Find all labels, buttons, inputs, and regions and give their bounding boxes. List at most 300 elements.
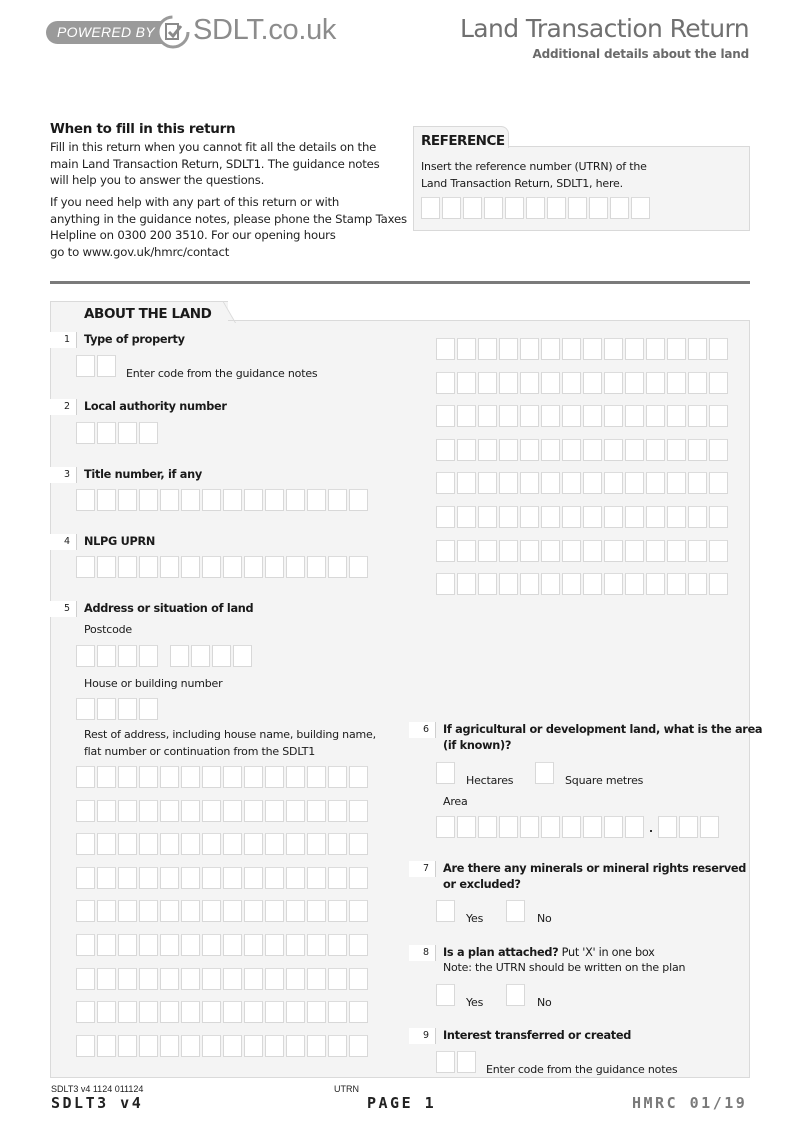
character-box[interactable]: [244, 489, 263, 511]
character-box[interactable]: [583, 540, 602, 562]
character-box[interactable]: [625, 439, 644, 461]
address-line-input[interactable]: [76, 833, 368, 855]
character-box[interactable]: [223, 800, 242, 822]
character-box[interactable]: [286, 556, 305, 578]
character-box[interactable]: [76, 1001, 95, 1023]
character-box[interactable]: [139, 422, 158, 444]
address-line-input[interactable]: [436, 540, 728, 562]
character-box[interactable]: [688, 573, 707, 595]
character-box[interactable]: [139, 698, 158, 720]
character-box[interactable]: [541, 816, 560, 838]
character-box[interactable]: [457, 540, 476, 562]
character-box[interactable]: [646, 405, 665, 427]
character-box[interactable]: [139, 1035, 158, 1057]
character-box[interactable]: [265, 833, 284, 855]
character-box[interactable]: [328, 934, 347, 956]
character-box[interactable]: [286, 867, 305, 889]
character-box[interactable]: [160, 867, 179, 889]
character-box[interactable]: [646, 338, 665, 360]
character-box[interactable]: [457, 338, 476, 360]
character-box[interactable]: [457, 1051, 476, 1073]
character-box[interactable]: [233, 645, 252, 667]
character-box[interactable]: [139, 1001, 158, 1023]
character-box[interactable]: [604, 506, 623, 528]
character-box[interactable]: [478, 338, 497, 360]
character-box[interactable]: [499, 506, 518, 528]
character-box[interactable]: [646, 472, 665, 494]
character-box[interactable]: [160, 934, 179, 956]
character-box[interactable]: [97, 1001, 116, 1023]
character-box[interactable]: [307, 766, 326, 788]
character-box[interactable]: [160, 556, 179, 578]
character-box[interactable]: [520, 338, 539, 360]
character-box[interactable]: [160, 900, 179, 922]
character-box[interactable]: [118, 556, 137, 578]
character-box[interactable]: [212, 645, 231, 667]
character-box[interactable]: [583, 506, 602, 528]
nlpg-uprn-input[interactable]: [76, 556, 368, 578]
character-box[interactable]: [436, 372, 455, 394]
character-box[interactable]: [139, 645, 158, 667]
character-box[interactable]: [625, 472, 644, 494]
character-box[interactable]: [562, 816, 581, 838]
character-box[interactable]: [625, 816, 644, 838]
character-box[interactable]: [328, 1035, 347, 1057]
character-box[interactable]: [181, 1001, 200, 1023]
character-box[interactable]: [286, 900, 305, 922]
character-box[interactable]: [520, 405, 539, 427]
character-box[interactable]: [349, 556, 368, 578]
character-box[interactable]: [625, 372, 644, 394]
address-line-input[interactable]: [76, 867, 368, 889]
character-box[interactable]: [160, 968, 179, 990]
character-box[interactable]: [709, 472, 728, 494]
character-box[interactable]: [118, 1035, 137, 1057]
character-box[interactable]: [520, 540, 539, 562]
character-box[interactable]: [265, 900, 284, 922]
character-box[interactable]: [646, 439, 665, 461]
character-box[interactable]: [709, 439, 728, 461]
character-box[interactable]: [76, 698, 95, 720]
character-box[interactable]: [499, 405, 518, 427]
character-box[interactable]: [499, 338, 518, 360]
character-box[interactable]: [118, 833, 137, 855]
title-number-input[interactable]: [76, 489, 368, 511]
character-box[interactable]: [478, 372, 497, 394]
character-box[interactable]: [688, 338, 707, 360]
character-box[interactable]: [307, 833, 326, 855]
address-line-input[interactable]: [436, 472, 728, 494]
character-box[interactable]: [604, 439, 623, 461]
character-box[interactable]: [286, 833, 305, 855]
character-box[interactable]: [568, 197, 587, 219]
character-box[interactable]: [202, 968, 221, 990]
character-box[interactable]: [709, 540, 728, 562]
address-line-input[interactable]: [76, 968, 368, 990]
character-box[interactable]: [658, 816, 677, 838]
character-box[interactable]: [76, 355, 95, 377]
local-authority-input[interactable]: [76, 422, 158, 444]
character-box[interactable]: [499, 439, 518, 461]
character-box[interactable]: [604, 573, 623, 595]
character-box[interactable]: [604, 405, 623, 427]
character-box[interactable]: [646, 506, 665, 528]
square-metres-checkbox[interactable]: [535, 762, 554, 784]
character-box[interactable]: [244, 833, 263, 855]
character-box[interactable]: [97, 900, 116, 922]
character-box[interactable]: [667, 472, 686, 494]
utrn-input[interactable]: [421, 197, 650, 219]
character-box[interactable]: [244, 867, 263, 889]
character-box[interactable]: [244, 934, 263, 956]
character-box[interactable]: [76, 833, 95, 855]
character-box[interactable]: [349, 934, 368, 956]
character-box[interactable]: [244, 1035, 263, 1057]
character-box[interactable]: [700, 816, 719, 838]
character-box[interactable]: [499, 540, 518, 562]
character-box[interactable]: [541, 372, 560, 394]
character-box[interactable]: [97, 355, 116, 377]
character-box[interactable]: [76, 867, 95, 889]
character-box[interactable]: [286, 968, 305, 990]
character-box[interactable]: [202, 556, 221, 578]
character-box[interactable]: [139, 766, 158, 788]
address-line-input[interactable]: [76, 900, 368, 922]
address-line-input[interactable]: [436, 372, 728, 394]
character-box[interactable]: [583, 573, 602, 595]
address-line-input[interactable]: [76, 766, 368, 788]
character-box[interactable]: [223, 1001, 242, 1023]
character-box[interactable]: [97, 833, 116, 855]
character-box[interactable]: [667, 540, 686, 562]
character-box[interactable]: [583, 472, 602, 494]
character-box[interactable]: [97, 766, 116, 788]
address-line-input[interactable]: [76, 1001, 368, 1023]
character-box[interactable]: [223, 766, 242, 788]
character-box[interactable]: [604, 372, 623, 394]
character-box[interactable]: [679, 816, 698, 838]
character-box[interactable]: [526, 197, 545, 219]
character-box[interactable]: [307, 556, 326, 578]
character-box[interactable]: [181, 867, 200, 889]
character-box[interactable]: [349, 800, 368, 822]
character-box[interactable]: [457, 472, 476, 494]
character-box[interactable]: [139, 800, 158, 822]
character-box[interactable]: [520, 506, 539, 528]
area-whole-part[interactable]: [436, 816, 644, 838]
character-box[interactable]: [457, 573, 476, 595]
character-box[interactable]: [589, 197, 608, 219]
character-box[interactable]: [118, 645, 137, 667]
character-box[interactable]: [463, 197, 482, 219]
character-box[interactable]: [160, 1001, 179, 1023]
character-box[interactable]: [688, 405, 707, 427]
plan-no-checkbox[interactable]: [506, 984, 525, 1006]
character-box[interactable]: [442, 197, 461, 219]
character-box[interactable]: [667, 372, 686, 394]
character-box[interactable]: [181, 766, 200, 788]
character-box[interactable]: [667, 338, 686, 360]
character-box[interactable]: [604, 540, 623, 562]
character-box[interactable]: [625, 506, 644, 528]
character-box[interactable]: [181, 489, 200, 511]
address-line-input[interactable]: [436, 405, 728, 427]
character-box[interactable]: [76, 968, 95, 990]
character-box[interactable]: [457, 405, 476, 427]
character-box[interactable]: [181, 800, 200, 822]
character-box[interactable]: [118, 800, 137, 822]
character-box[interactable]: [139, 867, 158, 889]
character-box[interactable]: [223, 833, 242, 855]
character-box[interactable]: [478, 506, 497, 528]
character-box[interactable]: [223, 900, 242, 922]
character-box[interactable]: [265, 1001, 284, 1023]
character-box[interactable]: [478, 439, 497, 461]
character-box[interactable]: [202, 489, 221, 511]
character-box[interactable]: [265, 934, 284, 956]
character-box[interactable]: [625, 573, 644, 595]
character-box[interactable]: [191, 645, 210, 667]
character-box[interactable]: [97, 422, 116, 444]
character-box[interactable]: [547, 197, 566, 219]
character-box[interactable]: [97, 1035, 116, 1057]
character-box[interactable]: [328, 766, 347, 788]
address-line-input[interactable]: [436, 338, 728, 360]
character-box[interactable]: [709, 405, 728, 427]
character-box[interactable]: [328, 968, 347, 990]
character-box[interactable]: [244, 900, 263, 922]
character-box[interactable]: [118, 968, 137, 990]
character-box[interactable]: [436, 1051, 455, 1073]
character-box[interactable]: [478, 573, 497, 595]
character-box[interactable]: [520, 573, 539, 595]
character-box[interactable]: [76, 422, 95, 444]
character-box[interactable]: [667, 573, 686, 595]
character-box[interactable]: [202, 867, 221, 889]
character-box[interactable]: [610, 197, 629, 219]
character-box[interactable]: [562, 372, 581, 394]
area-input[interactable]: [436, 816, 719, 838]
character-box[interactable]: [520, 439, 539, 461]
character-box[interactable]: [583, 405, 602, 427]
character-box[interactable]: [709, 573, 728, 595]
character-box[interactable]: [328, 800, 347, 822]
character-box[interactable]: [499, 573, 518, 595]
character-box[interactable]: [118, 867, 137, 889]
character-box[interactable]: [139, 900, 158, 922]
character-box[interactable]: [709, 372, 728, 394]
character-box[interactable]: [349, 968, 368, 990]
character-box[interactable]: [76, 556, 95, 578]
character-box[interactable]: [118, 489, 137, 511]
character-box[interactable]: [520, 816, 539, 838]
character-box[interactable]: [562, 540, 581, 562]
character-box[interactable]: [436, 816, 455, 838]
character-box[interactable]: [328, 900, 347, 922]
character-box[interactable]: [457, 816, 476, 838]
character-box[interactable]: [170, 645, 189, 667]
address-line-input[interactable]: [76, 934, 368, 956]
character-box[interactable]: [499, 816, 518, 838]
character-box[interactable]: [76, 934, 95, 956]
character-box[interactable]: [265, 489, 284, 511]
character-box[interactable]: [583, 816, 602, 838]
character-box[interactable]: [307, 968, 326, 990]
character-box[interactable]: [76, 766, 95, 788]
character-box[interactable]: [625, 405, 644, 427]
character-box[interactable]: [541, 338, 560, 360]
postcode-inward-input[interactable]: [170, 645, 252, 667]
character-box[interactable]: [541, 405, 560, 427]
address-line-input[interactable]: [76, 1035, 368, 1057]
character-box[interactable]: [478, 405, 497, 427]
character-box[interactable]: [97, 867, 116, 889]
character-box[interactable]: [118, 698, 137, 720]
character-box[interactable]: [328, 833, 347, 855]
character-box[interactable]: [181, 1035, 200, 1057]
character-box[interactable]: [541, 540, 560, 562]
character-box[interactable]: [478, 816, 497, 838]
character-box[interactable]: [307, 934, 326, 956]
character-box[interactable]: [349, 1001, 368, 1023]
character-box[interactable]: [202, 900, 221, 922]
character-box[interactable]: [202, 800, 221, 822]
character-box[interactable]: [139, 934, 158, 956]
character-box[interactable]: [139, 489, 158, 511]
character-box[interactable]: [688, 506, 707, 528]
character-box[interactable]: [181, 900, 200, 922]
character-box[interactable]: [223, 934, 242, 956]
character-box[interactable]: [76, 645, 95, 667]
character-box[interactable]: [286, 1001, 305, 1023]
character-box[interactable]: [307, 1001, 326, 1023]
character-box[interactable]: [223, 1035, 242, 1057]
character-box[interactable]: [349, 766, 368, 788]
character-box[interactable]: [709, 506, 728, 528]
character-box[interactable]: [265, 1035, 284, 1057]
character-box[interactable]: [520, 472, 539, 494]
character-box[interactable]: [307, 1035, 326, 1057]
character-box[interactable]: [97, 556, 116, 578]
character-box[interactable]: [286, 800, 305, 822]
character-box[interactable]: [457, 506, 476, 528]
character-box[interactable]: [349, 900, 368, 922]
character-box[interactable]: [181, 968, 200, 990]
character-box[interactable]: [76, 1035, 95, 1057]
character-box[interactable]: [139, 556, 158, 578]
type-of-property-input[interactable]: [76, 355, 116, 377]
character-box[interactable]: [709, 338, 728, 360]
character-box[interactable]: [76, 800, 95, 822]
character-box[interactable]: [583, 338, 602, 360]
character-box[interactable]: [265, 867, 284, 889]
character-box[interactable]: [625, 540, 644, 562]
character-box[interactable]: [625, 338, 644, 360]
character-box[interactable]: [181, 833, 200, 855]
character-box[interactable]: [118, 1001, 137, 1023]
character-box[interactable]: [265, 556, 284, 578]
character-box[interactable]: [478, 540, 497, 562]
character-box[interactable]: [139, 968, 158, 990]
character-box[interactable]: [688, 372, 707, 394]
character-box[interactable]: [202, 766, 221, 788]
character-box[interactable]: [478, 472, 497, 494]
plan-yes-checkbox[interactable]: [436, 984, 455, 1006]
character-box[interactable]: [436, 573, 455, 595]
character-box[interactable]: [349, 833, 368, 855]
character-box[interactable]: [244, 556, 263, 578]
character-box[interactable]: [202, 1035, 221, 1057]
character-box[interactable]: [604, 472, 623, 494]
address-line-input[interactable]: [436, 506, 728, 528]
character-box[interactable]: [562, 472, 581, 494]
character-box[interactable]: [646, 372, 665, 394]
character-box[interactable]: [160, 833, 179, 855]
character-box[interactable]: [118, 900, 137, 922]
character-box[interactable]: [76, 489, 95, 511]
postcode-outward-input[interactable]: [76, 645, 158, 667]
character-box[interactable]: [436, 472, 455, 494]
character-box[interactable]: [265, 968, 284, 990]
character-box[interactable]: [688, 439, 707, 461]
character-box[interactable]: [604, 816, 623, 838]
character-box[interactable]: [457, 372, 476, 394]
character-box[interactable]: [667, 439, 686, 461]
hectares-checkbox[interactable]: [436, 762, 455, 784]
character-box[interactable]: [583, 372, 602, 394]
character-box[interactable]: [541, 573, 560, 595]
character-box[interactable]: [646, 573, 665, 595]
character-box[interactable]: [562, 506, 581, 528]
character-box[interactable]: [265, 800, 284, 822]
character-box[interactable]: [499, 372, 518, 394]
character-box[interactable]: [436, 439, 455, 461]
character-box[interactable]: [541, 506, 560, 528]
character-box[interactable]: [160, 800, 179, 822]
character-box[interactable]: [97, 698, 116, 720]
character-box[interactable]: [244, 800, 263, 822]
character-box[interactable]: [421, 197, 440, 219]
character-box[interactable]: [457, 439, 476, 461]
character-box[interactable]: [646, 540, 665, 562]
character-box[interactable]: [688, 540, 707, 562]
character-box[interactable]: [667, 506, 686, 528]
character-box[interactable]: [223, 556, 242, 578]
character-box[interactable]: [286, 1035, 305, 1057]
character-box[interactable]: [244, 766, 263, 788]
character-box[interactable]: [202, 833, 221, 855]
character-box[interactable]: [97, 489, 116, 511]
character-box[interactable]: [202, 1001, 221, 1023]
character-box[interactable]: [244, 1001, 263, 1023]
character-box[interactable]: [223, 489, 242, 511]
character-box[interactable]: [349, 489, 368, 511]
character-box[interactable]: [97, 645, 116, 667]
character-box[interactable]: [244, 968, 263, 990]
character-box[interactable]: [202, 934, 221, 956]
character-box[interactable]: [604, 338, 623, 360]
character-box[interactable]: [307, 800, 326, 822]
character-box[interactable]: [328, 489, 347, 511]
character-box[interactable]: [160, 489, 179, 511]
minerals-yes-checkbox[interactable]: [436, 900, 455, 922]
address-line-input[interactable]: [76, 800, 368, 822]
character-box[interactable]: [505, 197, 524, 219]
character-box[interactable]: [181, 934, 200, 956]
character-box[interactable]: [349, 1035, 368, 1057]
character-box[interactable]: [286, 766, 305, 788]
character-box[interactable]: [436, 506, 455, 528]
